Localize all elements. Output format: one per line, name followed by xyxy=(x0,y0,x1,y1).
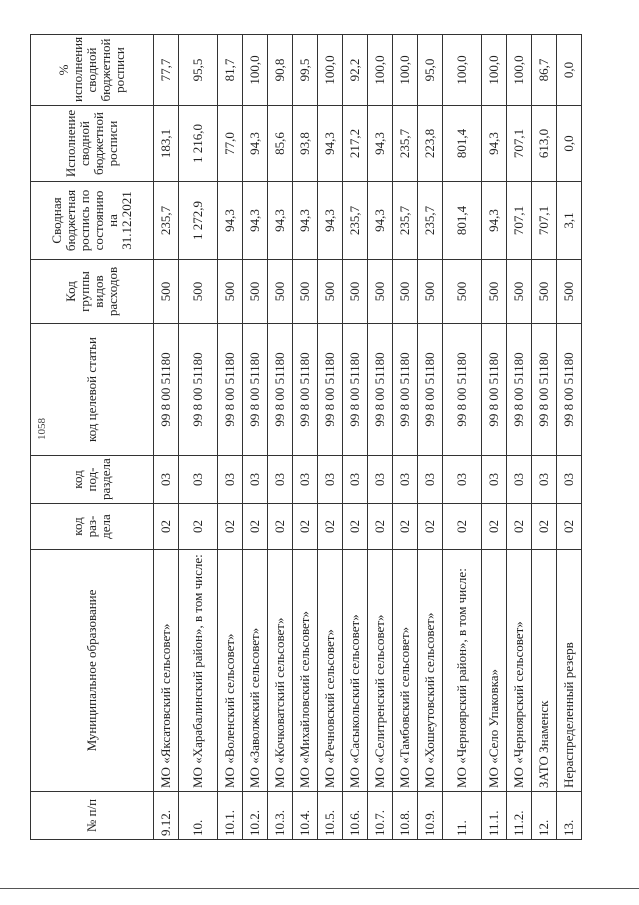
cell-podrazdel: 03 xyxy=(557,456,582,504)
cell-fact: 235,7 xyxy=(393,106,418,182)
table-row xyxy=(507,35,532,840)
cell-num: 10.5. xyxy=(318,792,343,840)
cell-name: МО «Воленский сельсовет» xyxy=(218,550,243,792)
table-row xyxy=(418,35,443,840)
table-row xyxy=(393,35,418,840)
cell-pct: 77,7 xyxy=(154,35,179,106)
cell-pct: 92,2 xyxy=(343,35,368,106)
column-header: код раз-дела xyxy=(31,504,154,550)
cell-kcs: 99 8 00 51180 xyxy=(343,324,368,456)
cell-plan: 94,3 xyxy=(368,182,393,260)
cell-num: 10.2. xyxy=(243,792,268,840)
cell-plan: 1 272,9 xyxy=(179,182,218,260)
cell-pct: 86,7 xyxy=(532,35,557,106)
cell-kvr: 500 xyxy=(243,260,268,324)
cell-plan: 94,3 xyxy=(482,182,507,260)
cell-kvr: 500 xyxy=(154,260,179,324)
cell-fact: 85,6 xyxy=(268,106,293,182)
cell-kcs: 99 8 00 51180 xyxy=(418,324,443,456)
cell-kvr: 500 xyxy=(557,260,582,324)
cell-podrazdel: 03 xyxy=(393,456,418,504)
cell-plan: 235,7 xyxy=(343,182,368,260)
cell-razdel: 02 xyxy=(532,504,557,550)
cell-fact: 94,3 xyxy=(368,106,393,182)
cell-num: 10.4. xyxy=(293,792,318,840)
cell-plan: 235,7 xyxy=(154,182,179,260)
cell-podrazdel: 03 xyxy=(154,456,179,504)
cell-pct: 81,7 xyxy=(218,35,243,106)
cell-podrazdel: 03 xyxy=(293,456,318,504)
cell-fact: 93,8 xyxy=(293,106,318,182)
cell-pct: 100,0 xyxy=(243,35,268,106)
cell-kcs: 99 8 00 51180 xyxy=(179,324,218,456)
column-header: Муниципальное образование xyxy=(31,550,154,792)
cell-razdel: 02 xyxy=(318,504,343,550)
cell-fact: 77,0 xyxy=(218,106,243,182)
cell-plan: 235,7 xyxy=(418,182,443,260)
cell-fact: 94,3 xyxy=(318,106,343,182)
cell-name: МО «Черноярский сельсовет» xyxy=(507,550,532,792)
cell-fact: 707,1 xyxy=(507,106,532,182)
table-row xyxy=(343,35,368,840)
cell-kcs: 99 8 00 51180 xyxy=(293,324,318,456)
cell-kcs: 99 8 00 51180 xyxy=(393,324,418,456)
cell-pct: 100,0 xyxy=(318,35,343,106)
cell-razdel: 02 xyxy=(218,504,243,550)
cell-pct: 100,0 xyxy=(393,35,418,106)
cell-plan: 235,7 xyxy=(393,182,418,260)
table-row xyxy=(443,35,482,840)
column-header: Код группы видов расходов xyxy=(31,260,154,324)
cell-razdel: 02 xyxy=(343,504,368,550)
column-header: код целевой статьи xyxy=(31,324,154,456)
cell-razdel: 02 xyxy=(268,504,293,550)
cell-kvr: 500 xyxy=(318,260,343,324)
cell-razdel: 02 xyxy=(507,504,532,550)
cell-fact: 183,1 xyxy=(154,106,179,182)
cell-kcs: 99 8 00 51180 xyxy=(318,324,343,456)
cell-num: 10.6. xyxy=(343,792,368,840)
cell-kvr: 500 xyxy=(293,260,318,324)
cell-pct: 100,0 xyxy=(443,35,482,106)
cell-name: МО «Селитренский сельсовет» xyxy=(368,550,393,792)
cell-kcs: 99 8 00 51180 xyxy=(268,324,293,456)
cell-podrazdel: 03 xyxy=(343,456,368,504)
cell-kvr: 500 xyxy=(507,260,532,324)
cell-kvr: 500 xyxy=(482,260,507,324)
cell-razdel: 02 xyxy=(293,504,318,550)
cell-razdel: 02 xyxy=(154,504,179,550)
cell-plan: 707,1 xyxy=(532,182,557,260)
cell-kcs: 99 8 00 51180 xyxy=(243,324,268,456)
header-row xyxy=(31,35,154,840)
cell-pct: 90,8 xyxy=(268,35,293,106)
cell-name: МО «Сасыкольский сельсовет» xyxy=(343,550,368,792)
table-row xyxy=(532,35,557,840)
table-row xyxy=(243,35,268,840)
cell-kvr: 500 xyxy=(343,260,368,324)
cell-num: 11.2. xyxy=(507,792,532,840)
cell-podrazdel: 03 xyxy=(368,456,393,504)
cell-podrazdel: 03 xyxy=(243,456,268,504)
column-header: % исполнения сводной бюджетной росписи xyxy=(31,35,154,106)
cell-num: 10.7. xyxy=(368,792,393,840)
cell-plan: 94,3 xyxy=(218,182,243,260)
cell-plan: 94,3 xyxy=(293,182,318,260)
table-row xyxy=(179,35,218,840)
cell-pct: 95,5 xyxy=(179,35,218,106)
cell-razdel: 02 xyxy=(393,504,418,550)
cell-pct: 100,0 xyxy=(482,35,507,106)
cell-name: МО «Черноярский район», в том числе: xyxy=(443,550,482,792)
rotated-page xyxy=(30,35,582,840)
cell-plan: 3,1 xyxy=(557,182,582,260)
cell-pct: 100,0 xyxy=(507,35,532,106)
cell-podrazdel: 03 xyxy=(318,456,343,504)
cell-razdel: 02 xyxy=(443,504,482,550)
cell-kcs: 99 8 00 51180 xyxy=(443,324,482,456)
cell-razdel: 02 xyxy=(243,504,268,550)
cell-podrazdel: 03 xyxy=(418,456,443,504)
cell-kvr: 500 xyxy=(443,260,482,324)
cell-name: МО «Михайловский сельсовет» xyxy=(293,550,318,792)
cell-name: МО «Село Упаковка» xyxy=(482,550,507,792)
cell-pct: 99,5 xyxy=(293,35,318,106)
cell-kcs: 99 8 00 51180 xyxy=(532,324,557,456)
table-row xyxy=(218,35,243,840)
cell-podrazdel: 03 xyxy=(507,456,532,504)
cell-podrazdel: 03 xyxy=(482,456,507,504)
cell-name: ЗАТО Знаменск xyxy=(532,550,557,792)
cell-razdel: 02 xyxy=(418,504,443,550)
cell-num: 10.9. xyxy=(418,792,443,840)
cell-fact: 94,3 xyxy=(243,106,268,182)
table-body xyxy=(154,35,582,840)
cell-name: МО «Яксатовский сельсовет» xyxy=(154,550,179,792)
page-number: 1058 xyxy=(36,418,48,440)
column-header: Сводная бюджетная роспись по состоянию на 31.12.2021 xyxy=(31,182,154,260)
table-row xyxy=(154,35,179,840)
cell-name: МО «Хошеутовский сельсовет» xyxy=(418,550,443,792)
cell-num: 9.12. xyxy=(154,792,179,840)
cell-podrazdel: 03 xyxy=(443,456,482,504)
cell-razdel: 02 xyxy=(179,504,218,550)
cell-kvr: 500 xyxy=(418,260,443,324)
cell-kvr: 500 xyxy=(179,260,218,324)
cell-num: 13. xyxy=(557,792,582,840)
cell-pct: 0,0 xyxy=(557,35,582,106)
cell-name: МО «Заволжский сельсовет» xyxy=(243,550,268,792)
cell-fact: 0,0 xyxy=(557,106,582,182)
table-row xyxy=(557,35,582,840)
column-header: № п/п xyxy=(31,792,154,840)
cell-podrazdel: 03 xyxy=(268,456,293,504)
table-row xyxy=(368,35,393,840)
cell-kvr: 500 xyxy=(532,260,557,324)
cell-fact: 223,8 xyxy=(418,106,443,182)
cell-name: МО «Речновский сельсовет» xyxy=(318,550,343,792)
column-header: код под-раздела xyxy=(31,456,154,504)
cell-razdel: 02 xyxy=(368,504,393,550)
cell-fact: 217,2 xyxy=(343,106,368,182)
cell-pct: 100,0 xyxy=(368,35,393,106)
bottom-divider xyxy=(0,888,639,889)
cell-num: 10.1. xyxy=(218,792,243,840)
column-header: Исполнение сводной бюджетной росписи xyxy=(31,106,154,182)
cell-kvr: 500 xyxy=(268,260,293,324)
cell-kcs: 99 8 00 51180 xyxy=(482,324,507,456)
cell-name: МО «Тамбовский сельсовет» xyxy=(393,550,418,792)
cell-num: 10.8. xyxy=(393,792,418,840)
cell-kcs: 99 8 00 51180 xyxy=(557,324,582,456)
cell-num: 11. xyxy=(443,792,482,840)
cell-razdel: 02 xyxy=(557,504,582,550)
cell-fact: 1 216,0 xyxy=(179,106,218,182)
table-row xyxy=(482,35,507,840)
cell-pct: 95,0 xyxy=(418,35,443,106)
cell-name: МО «Харабалинский район», в том числе: xyxy=(179,550,218,792)
cell-kcs: 99 8 00 51180 xyxy=(507,324,532,456)
cell-fact: 801,4 xyxy=(443,106,482,182)
cell-podrazdel: 03 xyxy=(218,456,243,504)
cell-plan: 707,1 xyxy=(507,182,532,260)
cell-fact: 94,3 xyxy=(482,106,507,182)
cell-kvr: 500 xyxy=(218,260,243,324)
budget-table xyxy=(30,34,582,840)
cell-plan: 94,3 xyxy=(268,182,293,260)
cell-kcs: 99 8 00 51180 xyxy=(368,324,393,456)
cell-kvr: 500 xyxy=(393,260,418,324)
cell-kvr: 500 xyxy=(368,260,393,324)
table-row xyxy=(293,35,318,840)
cell-num: 12. xyxy=(532,792,557,840)
cell-name: МО «Кочковатский сельсовет» xyxy=(268,550,293,792)
table-row xyxy=(318,35,343,840)
cell-plan: 94,3 xyxy=(318,182,343,260)
cell-plan: 94,3 xyxy=(243,182,268,260)
cell-name: Нераспределенный резерв xyxy=(557,550,582,792)
cell-kcs: 99 8 00 51180 xyxy=(154,324,179,456)
cell-plan: 801,4 xyxy=(443,182,482,260)
cell-fact: 613,0 xyxy=(532,106,557,182)
cell-podrazdel: 03 xyxy=(179,456,218,504)
cell-num: 11.1. xyxy=(482,792,507,840)
cell-kcs: 99 8 00 51180 xyxy=(218,324,243,456)
cell-num: 10. xyxy=(179,792,218,840)
cell-num: 10.3. xyxy=(268,792,293,840)
table-row xyxy=(268,35,293,840)
cell-razdel: 02 xyxy=(482,504,507,550)
cell-podrazdel: 03 xyxy=(532,456,557,504)
